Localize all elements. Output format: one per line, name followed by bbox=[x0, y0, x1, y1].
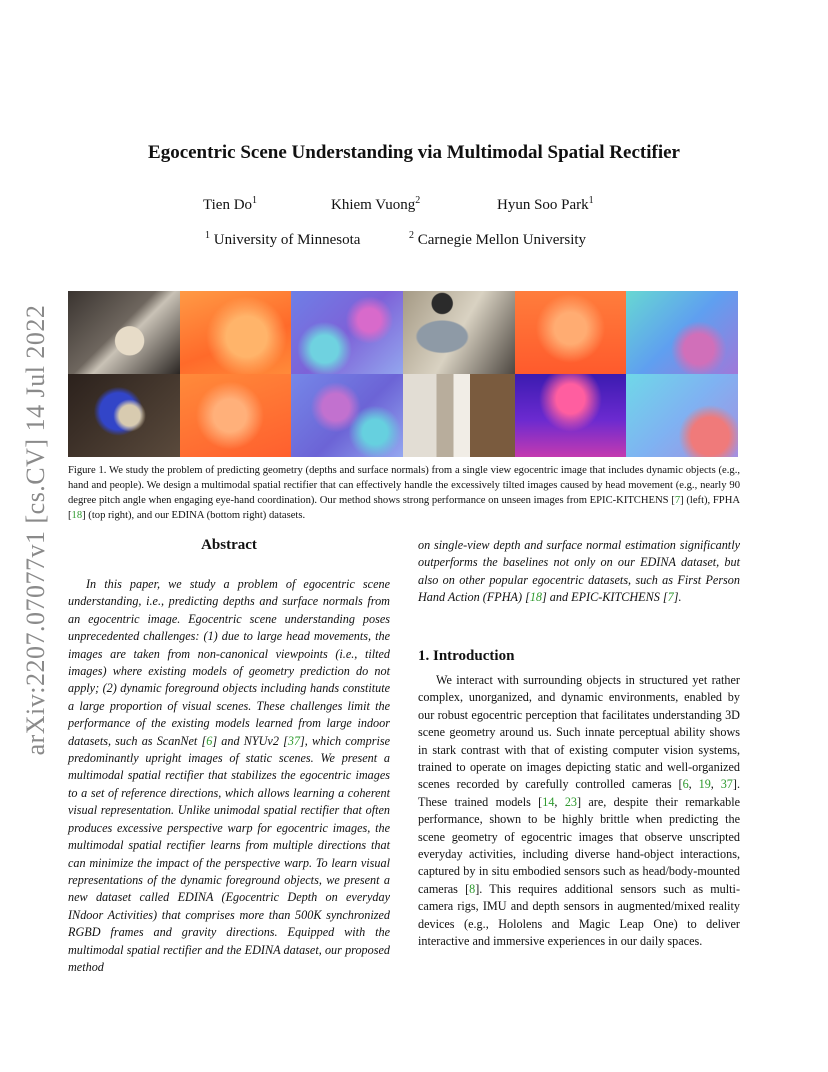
citation-link[interactable]: 37 bbox=[720, 777, 733, 792]
citation-link[interactable]: 18 bbox=[71, 510, 83, 521]
affiliation-2: $^2$ Carnegie Mellon University bbox=[409, 230, 587, 248]
author-3: Hyun Soo Park$^1$ bbox=[497, 195, 594, 213]
citation-link[interactable]: 23 bbox=[564, 794, 577, 809]
citation-link[interactable]: 6 bbox=[206, 733, 213, 748]
kitchen-photo-tile bbox=[68, 291, 180, 374]
citation-link[interactable]: 18 bbox=[529, 590, 542, 605]
citation-link[interactable]: 7 bbox=[667, 590, 674, 605]
hallway-photo-tile bbox=[403, 374, 515, 457]
citation-link[interactable]: 14 bbox=[542, 794, 555, 809]
citation-link[interactable]: 19 bbox=[698, 777, 711, 792]
normal-map-tile bbox=[626, 291, 738, 374]
figure-1-caption: Figure 1. We study the problem of predicting geometry (depths and surface normals) from a single view egocentric image that includes dynamic objects (e.g., hand and people). We design a multimodal spatial rectifier that can effectively handle the excessively tilted images caused by head movement (e.g., nearly 90 degree pitch angle when engaging eye-hand coordination). Our method shows strong performance on unseen images from EPIC-KITCHENS [7] (left), FPHA [18] (top right), and our EDINA (bottom right) datasets. bbox=[68, 465, 740, 521]
cooking-photo-tile bbox=[68, 374, 180, 457]
normal-map-tile bbox=[291, 374, 403, 457]
normal-map-tile bbox=[291, 291, 403, 374]
author-2: Khiem Vuong$^2$ bbox=[331, 195, 421, 213]
citation-link[interactable]: 6 bbox=[682, 777, 689, 792]
citation-link[interactable]: 7 bbox=[674, 495, 681, 506]
depth-map-tile bbox=[515, 291, 627, 374]
introduction-heading: 1. Introduction bbox=[418, 648, 515, 664]
abstract-continuation: on single-view depth and surface normal estimation significantly outperforms the baselines not only on our EDINA dataset, but also on other popular egocentric datasets, such as First Person Hand Action (FPHA) [18] and EPIC-KITCHENS [7]. bbox=[418, 538, 740, 605]
depth-map-tile bbox=[180, 374, 292, 457]
normal-map-tile bbox=[626, 374, 738, 457]
citation-link[interactable]: 37 bbox=[287, 733, 301, 748]
depth-map-tile bbox=[515, 374, 627, 457]
author-1: Tien Do$^1$ bbox=[203, 195, 258, 213]
figure-1-image-grid bbox=[68, 291, 738, 457]
abstract-body: In this paper, we study a problem of egocentric scene understanding, i.e., predicting depths and surface normals from an egocentric image. Egocentric scene understanding poses unprecedented challenges: (1) due to large head movements, the images are taken from non-canonical viewpoints (i.e., tilted images) where existing models of geometry prediction do not apply; (2) dynamic foreground objects including hands constitute a large proportion of visual scenes. These challenges limit the performance of the existing models learned from large indoor datasets, such as ScanNet [6] and NYUv2 [37], which comprise predominantly upright images of static scenes. We present a multimodal spatial rectifier that stabilizes the egocentric images to a set of reference directions, which allows learning a coherent visual representation. Unlike unimodal spatial rectifier that often produces excessive perspective warp for egocentric images, the multimodal spatial rectifier learns from multiple directions that can minimize the impact of the perspective warp. To learn visual representations of the dynamic foreground objects, we present a new dataset called EDINA (Egocentric Depth on everyday INdoor Activities) that comprises more than 500K synchronized RGBD frames and gravity directions. Equipped with the multimodal spatial rectifier and the EDINA dataset, our proposed method bbox=[68, 577, 390, 974]
paper-title: Egocentric Scene Understanding via Multimodal Spatial Rectifier bbox=[148, 142, 680, 163]
depth-map-tile bbox=[180, 291, 292, 374]
arxiv-identifier: arXiv:2207.07077v1 [cs.CV] 14 Jul 2022 bbox=[21, 304, 50, 756]
citation-link[interactable]: 8 bbox=[469, 881, 476, 896]
affiliation-1: $^1$ University of Minnesota bbox=[205, 230, 361, 248]
person-photo-tile bbox=[403, 291, 515, 374]
abstract-heading: Abstract bbox=[201, 537, 257, 553]
introduction-body: We interact with surrounding objects in structured yet rather complex, unorganized, and dynamic environments, enabled by our robust egocentric perception that facilitates understanding 3D scene geometry around us. Such innate perceptual ability shows in stark contrast with that of existing computer vision systems, trained to operate on images depicting static and well-organized scenes recorded by carefully controlled cameras [6, 19, 37]. These trained models [14, 23] are, despite their remarkable performance, shown to be highly brittle when predicting the scene geometry of egocentric images that observe unscripted everyday activities, including diverse hand-object interactions, captured by in situ embodied sensors such as head/body-mounted cameras [8]. This requires additional sensors such as multi-camera rigs, IMU and depth sensors in augmented/mixed reality devices (e.g., Hololens and Magic Leap One) to deliver interactive and immersive experiences in our daily spaces. bbox=[418, 673, 741, 949]
